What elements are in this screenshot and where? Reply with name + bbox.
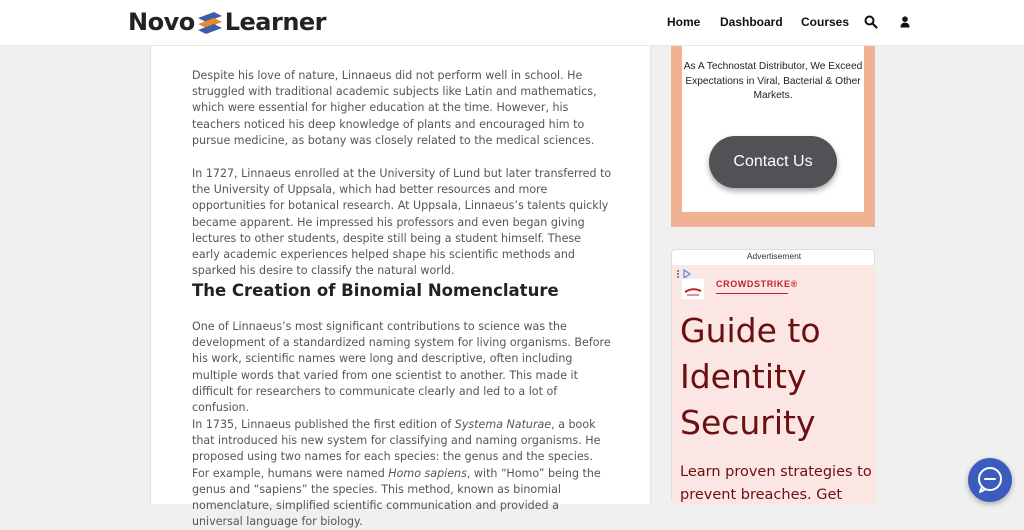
ad-title: Guide to Identity Security [680, 311, 821, 442]
section-heading: The Creation of Binomial Nomenclature [192, 281, 559, 300]
ad-brand: CROWDSTRIKE® [716, 279, 798, 289]
logo-text-left: Novo [128, 8, 195, 36]
site-logo[interactable] [128, 6, 326, 38]
crowdstrike-logo-icon [681, 278, 705, 300]
ad-label: Advertisement [746, 251, 802, 261]
chat-bubble-icon [968, 458, 1012, 502]
ad-choices-icon[interactable] [676, 266, 692, 276]
text-run: , with “Homo” being the genus and “sapiens” the species. This method, known as binomial nomenclature, simplified scientific communication and provided a universal language for biology. [192, 466, 601, 529]
site-header [0, 0, 1024, 46]
ad-divider [716, 293, 788, 294]
nav-home[interactable]: Home [667, 15, 701, 29]
italic-term: Systema Naturae [454, 418, 552, 431]
logo-mark-icon [196, 10, 224, 34]
text-run: , a book that introduced his new system for classifying and naming organisms. He proposed using two names for each species: the genus and the species. For example, humans were named [192, 418, 601, 480]
ad-subtitle: Learn proven strategies to prevent breaches. Get [680, 464, 872, 503]
article-content [150, 0, 651, 529]
ad-creative[interactable] [672, 265, 876, 505]
promo-text: As A Technostat Distributor, We Exceed Expectations in Viral, Bacterial & Other Markets. [683, 61, 863, 101]
article-paragraph: Despite his love of nature, Linnaeus did not perform well in school. He struggled with traditional academic subjects like Latin and mathematics, which were essential for higher education at the time. However, his teachers noticed his deep knowledge of plants and encouraged him to pursue medicine, as botany was closely related to the medical sciences. [192, 69, 597, 147]
contact-us-button[interactable]: Contact Us [709, 136, 837, 188]
nav-courses[interactable]: Courses [801, 15, 850, 29]
text-run: In 1735, Linnaeus published the first edition of [192, 418, 455, 431]
article-paragraph: In 1727, Linnaeus enrolled at the University of Lund but later transferred to the University of Uppsala, which had better resources and more opportunities for botanical research. At Uppsala, Linnaeus’s talents quickly became apparent. He impressed his professors and even began giving lectures to other students, despite still being a student himself. These early academic experiences helped shape his scientific methods and sparked his desire to classify the natural world. [192, 167, 612, 278]
article-paragraph: One of Linnaeus’s most significant contributions to science was the development of a standardized naming system for living organisms. Before his work, scientific names were long and descriptive, often including multiple words that varied from one scientist to another. This made it difficult for researchers to communicate clearly and led to a lot of confusion. [192, 320, 611, 415]
article-paragraph [192, 417, 612, 530]
advertisement[interactable] [671, 249, 875, 504]
search-icon[interactable] [864, 15, 878, 29]
chat-bubble-button[interactable] [968, 458, 1012, 502]
nav-dashboard[interactable]: Dashboard [720, 15, 783, 29]
logo-text-right: Learner [224, 8, 327, 36]
italic-term: Homo sapiens [388, 466, 467, 480]
user-icon[interactable] [898, 15, 912, 29]
